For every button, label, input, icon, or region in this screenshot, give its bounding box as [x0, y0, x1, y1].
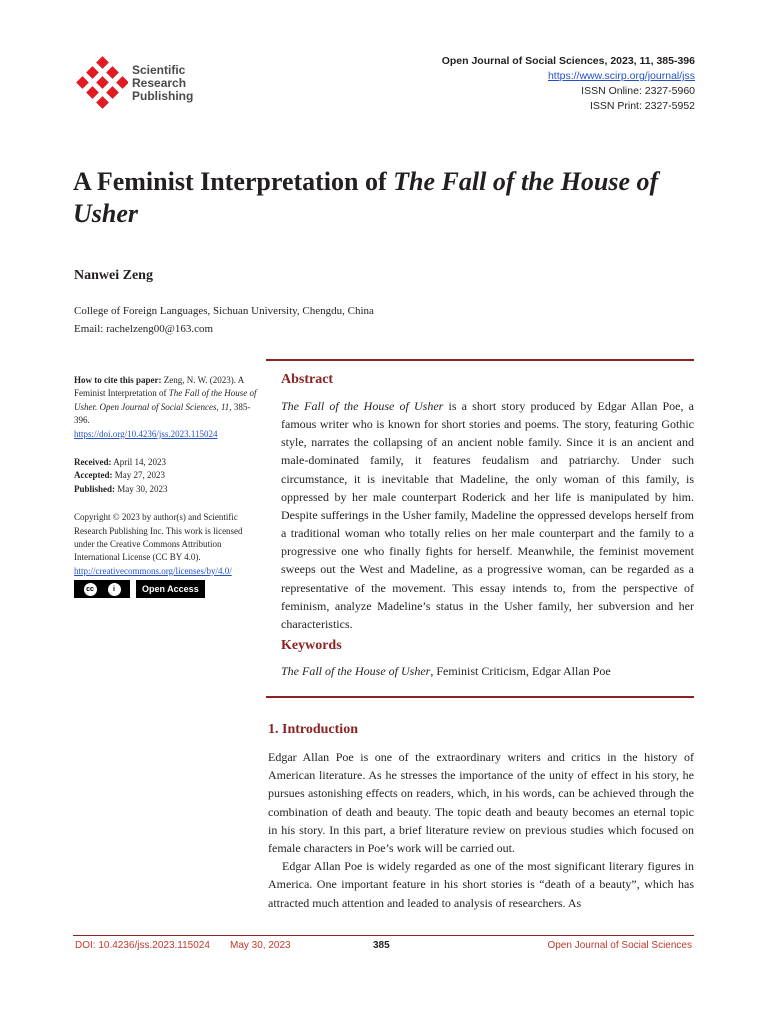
intro-paragraph-1: Edgar Allan Poe is one of the extraordinary writers and critics in the history of American literature. As he stresses the importance of the unity of effect in his story, he pursues astonishing effects on readers, which, in his words, can be achieved through the combination of death and beauty. The topic death and beauty becomes an eternal topic in his story. In this part, a brief literature review on previous studies which focused on female characters in Poe’s work will be carried out. [268, 750, 694, 856]
copyright-block [74, 511, 264, 598]
dates-block: Received: April 14, 2023 Accepted: May 27, 2023 Published: May 30, 2023 [74, 457, 168, 494]
open-access-badge: Open Access [136, 580, 205, 598]
keywords-text: The Fall of the House of Usher, Feminist Criticism, Edgar Allan Poe [281, 664, 611, 678]
cc-icon: cc [84, 583, 97, 596]
issn-print: ISSN Print: 2327-5952 [589, 100, 695, 112]
page-number: 385 [373, 940, 390, 951]
published-date: May 30, 2023 [115, 483, 168, 494]
abstract-heading: Abstract [281, 372, 334, 387]
issn-online: ISSN Online: 2327-5960 [581, 85, 695, 97]
journal-info [442, 54, 695, 114]
journal-url-link[interactable]: https://www.scirp.org/journal/jss [547, 70, 695, 82]
keywords-bottom-rule [266, 696, 694, 698]
citation-doi-link[interactable]: https://doi.org/10.4236/jss.2023.115024 [74, 428, 218, 439]
abstract-top-rule [266, 359, 694, 361]
author-name: Nanwei Zeng [74, 268, 153, 283]
publisher-name: Scientific Research Publishing [132, 63, 194, 103]
received-date: April 14, 2023 [111, 457, 166, 468]
footer-date: May 30, 2023 [230, 940, 291, 951]
article-title: A Feminist Interpretation of The Fall of the House of Usher [73, 167, 659, 228]
keywords-heading: Keywords [281, 638, 342, 653]
scirp-logo-icon [76, 56, 128, 112]
footer-doi: DOI: 10.4236/jss.2023.115024 [75, 940, 210, 951]
author-email: Email: rachelzeng00@163.com [74, 323, 214, 335]
footer-rule [73, 935, 694, 936]
article-sidebar [74, 374, 264, 598]
publisher-logo [76, 56, 216, 116]
intro-paragraph-2: Edgar Allan Poe is widely regarded as one of the most significant literary figures in America. One important feature in his short stories is “death of a beauty”, which has attracted much attention and leaded to analysis of researchers. As [268, 859, 694, 910]
citation-block: How to cite this paper: Zeng, N. W. (2023). A Feminist Interpretation of The Fall of the House of Usher. Open Journal of Social Sciences, 11, 385-396. https://doi.org/10.4236/jss.2023.115024 [74, 375, 257, 439]
title-italic: The Fall of the House of Usher [73, 167, 659, 228]
cc-by-badge[interactable] [74, 580, 130, 598]
license-badges [74, 580, 264, 598]
affiliation-text: College of Foreign Languages, Sichuan University, Chengdu, China [74, 305, 374, 317]
introduction-heading: 1. Introduction [268, 722, 358, 737]
journal-citation: Open Journal of Social Sciences, 2023, 11, 385-396 [441, 55, 695, 67]
author-affiliation [74, 302, 374, 338]
introduction-text [268, 748, 694, 912]
license-link[interactable]: http://creativecommons.org/licenses/by/4.0/ [74, 565, 232, 576]
attribution-icon: i [108, 583, 121, 596]
copyright-text: Copyright © 2023 by author(s) and Scientific Research Publishing Inc. This work is licensed under the Creative Commons Attribution International License (CC BY 4.0). [74, 512, 243, 563]
footer-journal: Open Journal of Social Sciences [547, 940, 692, 951]
accepted-date: May 27, 2023 [112, 470, 165, 481]
abstract-text: The Fall of the House of Usher is a short story produced by Edgar Allan Poe, a famous writer who is known for short stories and poems. The story, featuring Gothic style, narrates the collapsing of an ancient noble family. Since it is an ancient and male-dominated family, it features feudalism and patriarchy. Under such circumstance, it is inevitable that Madeline, the only woman of this family, is oppressed by her male counterpart Roderick and her life is manipulated by him. Despite sufferings in the Usher family, Madeline the oppressed develops herself from a traditional woman who totally relies on her male counterpart and the family to a progressive one who finally fights for herself. Meanwhile, the feminist movement sweeps out the West and Madeline, as a progressive woman, can be regarded as a representative of the movement. This essay intends to, from the perspective of feminism, analyze Madeline’s status in the Usher family, her subversion and her characteristics. [281, 399, 694, 631]
